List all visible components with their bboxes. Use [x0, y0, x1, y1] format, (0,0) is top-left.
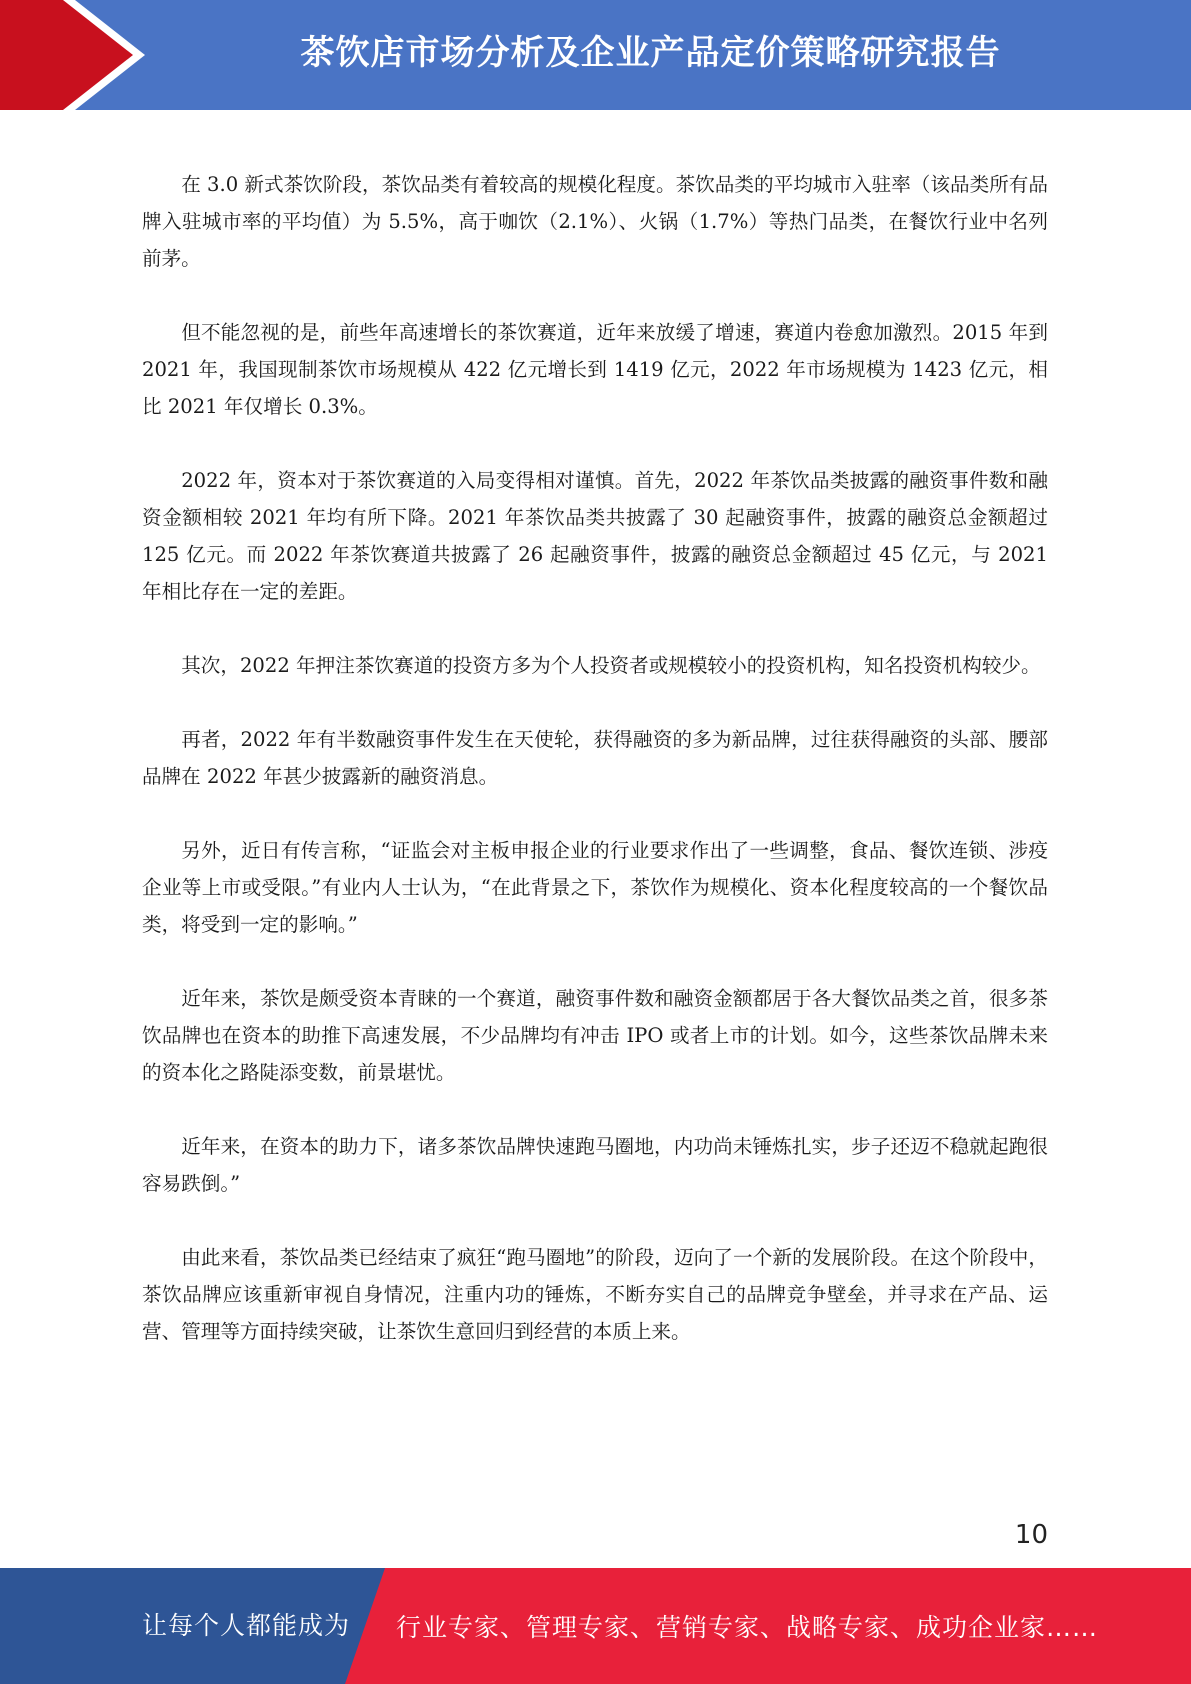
paragraph-2: 但不能忽视的是，前些年高速增长的茶饮赛道，近年来放缓了增速，赛道内卷愈加激烈。2015 年到 2021 年，我国现制茶饮市场规模从 422 亿元增长到 1419 亿元，2022 年市场规模为 1423 亿元，相比 2021 年仅增长 0.3%。 [142, 321, 1048, 418]
paragraph-7: 近年来，茶饮是颇受资本青睐的一个赛道，融资事件数和融资金额都居于各大餐饮品类之首，很多茶饮品牌也在资本的助推下高速发展，不少品牌均有冲击 IPO 或者上市的计划。如今，这些茶饮品牌未来的资本化之路陡添变数，前景堪忧。 [142, 987, 1048, 1084]
paragraph-9: 由此来看，茶饮品类已经结束了疯狂“跑马圈地”的阶段，迈向了一个新的发展阶段。在这个阶段中，茶饮品牌应该重新审视自身情况，注重内功的锤炼，不断夯实自己的品牌竞争壁垒，并寻求在产品、运营、管理等方面持续突破，让茶饮生意回归到经营的本质上来。 [142, 1246, 1048, 1343]
paragraph-4: 其次，2022 年押注茶饮赛道的投资方多为个人投资者或规模较小的投资机构，知名投资机构较少。 [181, 654, 1041, 677]
paragraph-1: 在 3.0 新式茶饮阶段，茶饮品类有着较高的规模化程度。茶饮品类的平均城市入驻率（该品类所有品牌入驻城市率的平均值）为 5.5%，高于咖饮（2.1%）、火锅（1.7%）等热门品类，在餐饮行业中名列前茅。 [142, 173, 1048, 270]
body-content [142, 166, 1048, 1387]
page-number: 10 [1014, 1520, 1048, 1550]
footer-banner [0, 1568, 1191, 1684]
paragraph-6: 另外，近日有传言称，“证监会对主板申报企业的行业要求作出了一些调整，食品、餐饮连锁、涉疫企业等上市或受限。”有业内人士认为，“在此背景之下，茶饮作为规模化、资本化程度较高的一个餐饮品类，将受到一定的影响。” [142, 839, 1048, 936]
paragraph-5: 再者，2022 年有半数融资事件发生在天使轮，获得融资的多为新品牌，过往获得融资的头部、腰部品牌在 2022 年甚少披露新的融资消息。 [142, 728, 1048, 788]
footer-slogan-right: 行业专家、管理专家、营销专家、战略专家、成功企业家…… [396, 1613, 1099, 1642]
paragraph-3: 2022 年，资本对于茶饮赛道的入局变得相对谨慎。首先，2022 年茶饮品类披露的融资事件数和融资金额相较 2021 年均有所下降。2021 年茶饮品类共披露了 30 起融资事件，披露的融资总金额超过 125 亿元。而 2022 年茶饮赛道共披露了 26 起融资事件，披露的融资总金额超过 45 亿元，与 2021 年相比存在一定的差距。 [142, 469, 1048, 603]
header-banner [0, 0, 1191, 110]
document-title: 茶饮店市场分析及企业产品定价策略研究报告 [300, 33, 1001, 73]
paragraph-8: 近年来，在资本的助力下，诸多茶饮品牌快速跑马圈地，内功尚未锤炼扎实，步子还迈不稳就起跑很容易跌倒。” [142, 1135, 1048, 1195]
footer-slogan-left: 让每个人都能成为 [142, 1611, 351, 1640]
